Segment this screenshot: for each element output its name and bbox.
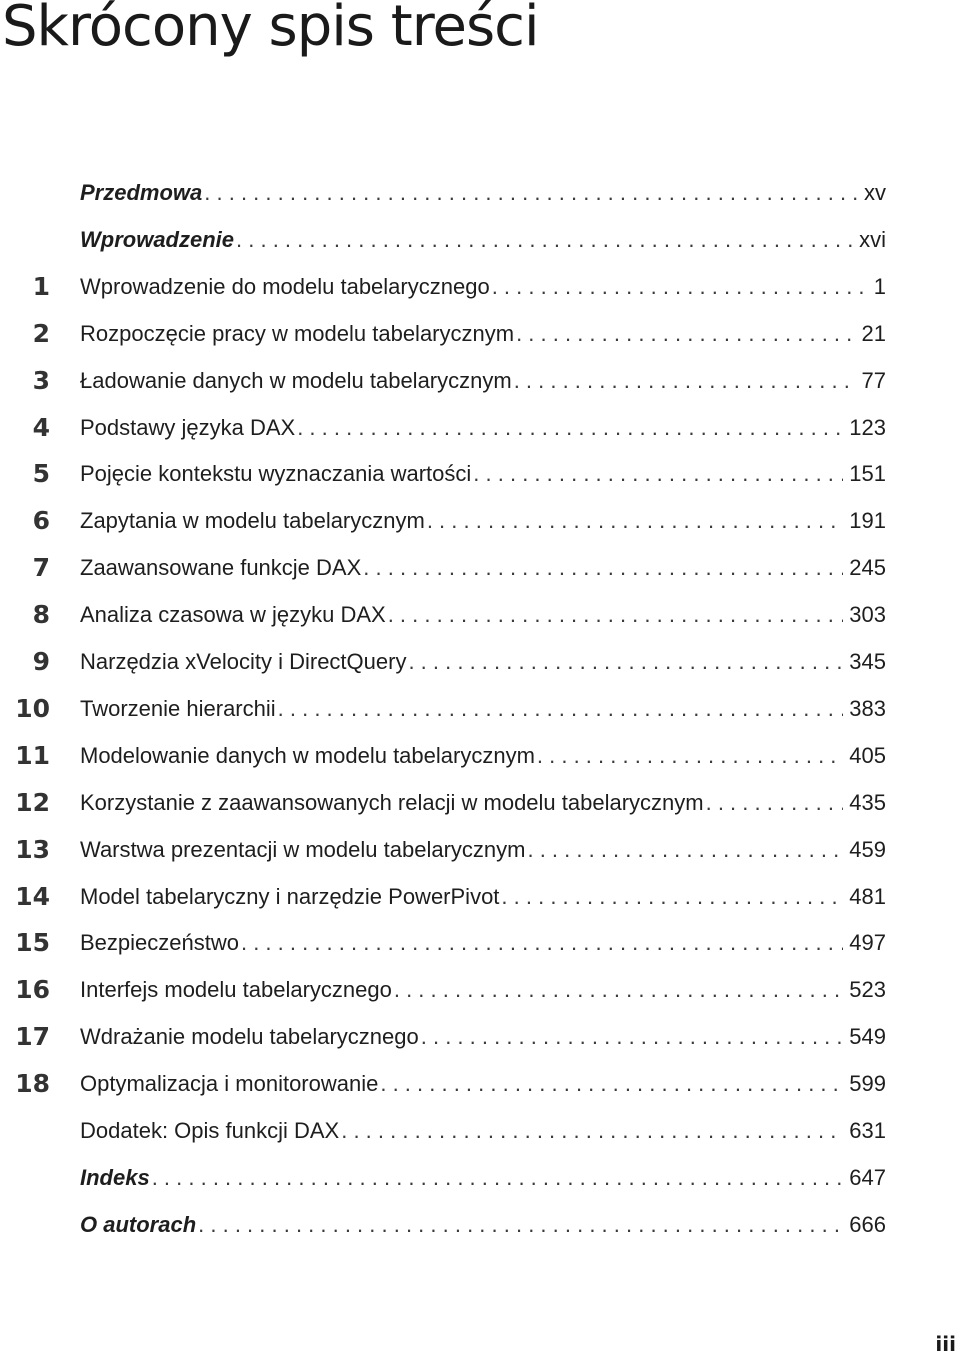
toc-entry[interactable] — [0, 270, 960, 304]
page-ref: 1 — [873, 273, 886, 299]
toc-line — [80, 1020, 886, 1054]
page-ref: 21 — [861, 320, 886, 346]
toc-line — [80, 411, 886, 445]
dot-leader — [706, 786, 844, 820]
toc-entry[interactable] — [0, 598, 960, 632]
chapter-number: 13 — [15, 834, 50, 864]
toc-line — [80, 833, 886, 867]
chapter-title[interactable]: Optymalizacja i monitorowanie — [80, 1071, 379, 1097]
chapter-title[interactable]: Wdrażanie modelu tabelarycznego — [80, 1024, 419, 1050]
toc-line — [80, 270, 886, 304]
toc-entry[interactable] — [0, 551, 960, 585]
chapter-title[interactable]: Interfejs modelu tabelarycznego — [80, 977, 392, 1003]
toc-entry[interactable] — [0, 1067, 960, 1101]
dot-leader — [514, 364, 856, 398]
chapter-title[interactable]: Podstawy języka DAX — [80, 414, 296, 440]
toc-line — [80, 598, 886, 632]
chapter-title[interactable]: Wprowadzenie — [80, 226, 235, 252]
page-ref: 647 — [849, 1164, 886, 1190]
dot-leader — [236, 223, 853, 257]
dot-leader — [421, 1020, 844, 1054]
chapter-number: 10 — [15, 693, 50, 723]
toc-line — [80, 973, 886, 1007]
toc-line — [80, 223, 886, 257]
toc-entry[interactable] — [0, 692, 960, 726]
dot-leader — [516, 317, 855, 351]
chapter-title[interactable]: Analiza czasowa w języku DAX — [80, 602, 386, 628]
dot-leader — [501, 880, 843, 914]
toc-entry[interactable] — [0, 457, 960, 491]
chapter-number: 2 — [32, 318, 50, 348]
chapter-number: 6 — [32, 506, 50, 536]
toc-line — [80, 739, 886, 773]
dot-leader — [204, 176, 858, 210]
dot-leader — [380, 1067, 843, 1101]
dot-leader — [198, 1208, 843, 1242]
chapter-number: 9 — [32, 647, 50, 676]
dot-leader — [537, 739, 843, 773]
page-ref: 405 — [849, 742, 886, 768]
page-ref: 245 — [849, 555, 886, 581]
chapter-title[interactable]: Ładowanie danych w modelu tabelarycznym — [80, 367, 512, 393]
toc-entry[interactable] — [0, 645, 960, 679]
page-ref: 151 — [849, 461, 886, 487]
toc-entry[interactable] — [0, 176, 960, 210]
chapter-number: 1 — [32, 271, 50, 301]
chapter-title[interactable]: Zaawansowane funkcje DAX — [80, 555, 362, 581]
toc-entry[interactable] — [0, 317, 960, 351]
dot-leader — [473, 457, 843, 491]
toc-line — [80, 645, 886, 679]
toc-line — [80, 880, 886, 914]
chapter-number: 16 — [15, 975, 50, 1005]
toc-entry[interactable] — [0, 504, 960, 538]
chapter-title[interactable]: Przedmowa — [80, 180, 203, 205]
toc-entry[interactable] — [0, 223, 960, 257]
chapter-title[interactable]: Dodatek: Opis funkcji DAX — [80, 1118, 340, 1143]
chapter-title[interactable]: Narzędzia xVelocity i DirectQuery — [80, 649, 407, 674]
dot-leader — [241, 926, 843, 960]
chapter-number: 15 — [15, 928, 50, 958]
chapter-title[interactable]: Indeks — [80, 1164, 150, 1190]
toc-entry[interactable] — [0, 926, 960, 960]
page-ref: xv — [864, 180, 886, 205]
dot-leader — [394, 973, 843, 1007]
chapter-title[interactable]: Zapytania w modelu tabelarycznym — [80, 508, 425, 534]
page-ref: 345 — [849, 649, 886, 674]
toc-entry[interactable] — [0, 1020, 960, 1054]
chapter-number: 7 — [32, 553, 50, 583]
chapter-number: 8 — [32, 600, 50, 630]
toc-line — [80, 504, 886, 538]
dot-leader — [341, 1114, 843, 1148]
toc-entry[interactable] — [0, 364, 960, 398]
page-ref: 459 — [849, 836, 886, 862]
toc-entry[interactable] — [0, 739, 960, 773]
chapter-title[interactable]: Korzystanie z zaawansowanych relacji w modelu tabelarycznym — [80, 789, 704, 815]
dot-leader — [527, 833, 843, 867]
toc-entry[interactable] — [0, 786, 960, 820]
chapter-number: 4 — [32, 412, 50, 442]
chapter-number: 17 — [15, 1022, 50, 1052]
page-ref: 631 — [849, 1118, 886, 1143]
chapter-number: 18 — [15, 1069, 50, 1099]
toc-entry[interactable] — [0, 1208, 960, 1242]
chapter-title[interactable]: Warstwa prezentacji w modelu tabelarycznym — [80, 836, 526, 862]
toc-entry[interactable] — [0, 833, 960, 867]
chapter-number: 14 — [15, 881, 50, 911]
chapter-number: 12 — [15, 787, 50, 817]
page-ref: 599 — [849, 1071, 886, 1097]
toc-line — [80, 364, 886, 398]
chapter-title[interactable]: Rozpoczęcie pracy w modelu tabelarycznym — [80, 320, 515, 346]
page-ref: 666 — [849, 1211, 886, 1237]
page-ref: 435 — [849, 789, 886, 815]
dot-leader — [152, 1161, 844, 1195]
toc-line — [80, 551, 886, 585]
page-ref: 123 — [849, 414, 886, 440]
page-ref: 303 — [849, 602, 886, 628]
dot-leader — [297, 411, 843, 445]
dot-leader — [492, 270, 868, 304]
page-number: iii — [935, 1332, 956, 1356]
toc-line — [80, 176, 886, 210]
chapter-title[interactable]: Wprowadzenie do modelu tabelarycznego — [80, 273, 490, 299]
dot-leader — [408, 645, 843, 679]
toc-entry[interactable] — [0, 880, 960, 914]
dot-leader — [388, 598, 844, 632]
toc-line — [80, 317, 886, 351]
page-ref: 481 — [849, 883, 886, 909]
chapter-title[interactable]: Tworzenie hierarchii — [80, 695, 276, 721]
page-ref: 191 — [849, 508, 886, 534]
toc-entry[interactable] — [0, 411, 960, 445]
toc-line — [80, 1161, 886, 1195]
page-ref: 383 — [849, 695, 886, 721]
chapter-title[interactable]: O autorach — [80, 1211, 197, 1237]
toc-entry[interactable] — [0, 1114, 960, 1148]
chapter-number: 11 — [15, 740, 50, 770]
toc-line — [80, 1114, 886, 1148]
chapter-title[interactable]: Model tabelaryczny i narzędzie PowerPivot — [80, 883, 500, 909]
toc-entry[interactable] — [0, 973, 960, 1007]
page-title: Skrócony spis treści — [2, 0, 539, 59]
chapter-title[interactable]: Bezpieczeństwo — [80, 930, 239, 956]
dot-leader — [363, 551, 843, 585]
page-ref: 497 — [849, 930, 886, 956]
page-ref: 549 — [849, 1024, 886, 1050]
toc-entry[interactable] — [0, 1161, 960, 1195]
toc-line — [80, 1208, 886, 1242]
toc-line — [80, 692, 886, 726]
chapter-number: 5 — [32, 459, 50, 489]
chapter-number: 3 — [32, 365, 50, 395]
dot-leader — [427, 504, 843, 538]
toc-line — [80, 457, 886, 491]
toc-line — [80, 926, 886, 960]
toc-line — [80, 1067, 886, 1101]
toc-line — [80, 786, 886, 820]
chapter-title[interactable]: Modelowanie danych w modelu tabelarycznym — [80, 742, 535, 768]
page-ref: 523 — [849, 977, 886, 1003]
page-ref: xvi — [859, 226, 886, 252]
dot-leader — [278, 692, 844, 726]
chapter-title[interactable]: Pojęcie kontekstu wyznaczania wartości — [80, 461, 472, 487]
page-ref: 77 — [861, 367, 886, 393]
